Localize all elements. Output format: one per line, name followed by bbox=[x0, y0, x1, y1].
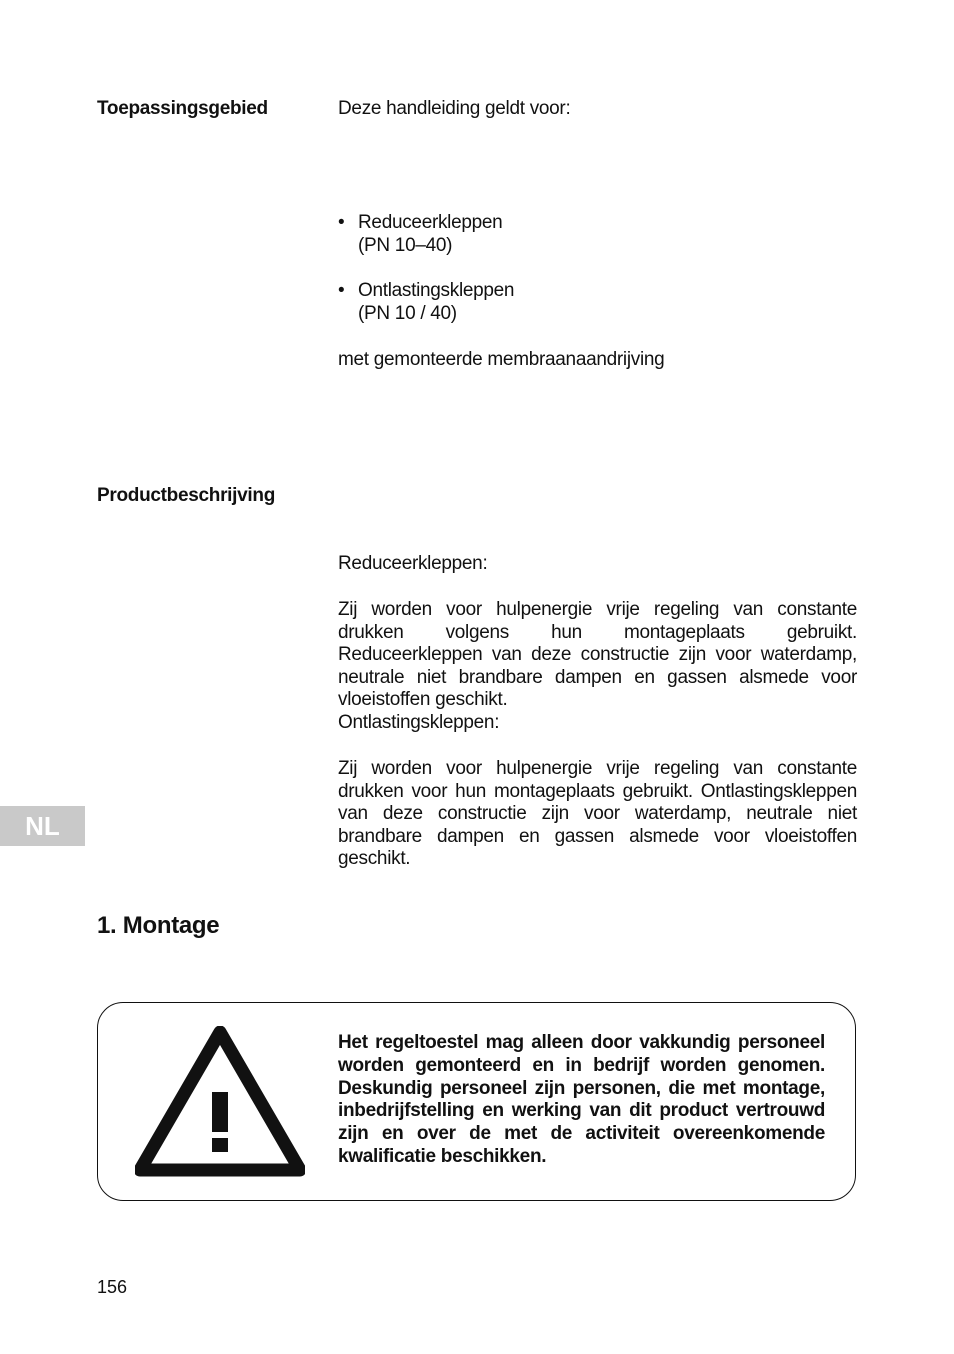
list-item-name: Ontlastingskleppen bbox=[358, 280, 515, 301]
list-item bbox=[338, 280, 514, 325]
description-text-relief: Zij worden voor hulpenergie vrije regeling van constante drukken voor hun montageplaats gebruikt. Ontlastingskleppen van deze constructie zijn voor waterdamp, neutrale niet brandbare dampen en gassen alsmede voor vloeistoffen geschikt. bbox=[338, 758, 857, 870]
description-heading: Productbeschrijving bbox=[97, 485, 276, 506]
description-subtitle-reducer: Reduceerkleppen: bbox=[338, 553, 488, 574]
bullet-icon: • bbox=[338, 212, 345, 233]
description-text-reducer: Zij worden voor hulpenergie vrije regeling van constante drukken volgens hun montageplaats gebruikt. Reduceerkleppen van deze constructie zijn voor waterdamp, neutrale niet brandbare dampen en gassen alsmede voor vloeistoffen geschikt. bbox=[338, 599, 857, 711]
scope-heading: Toepassingsgebied bbox=[97, 98, 268, 119]
list-item-spec: (PN 10 / 40) bbox=[358, 302, 457, 324]
warning-triangle-icon bbox=[135, 1026, 305, 1178]
list-item-name: Reduceerkleppen bbox=[358, 212, 503, 233]
section-title: 1. Montage bbox=[97, 912, 220, 939]
page-number: 156 bbox=[97, 1277, 128, 1297]
language-tab: NL bbox=[0, 806, 85, 846]
bullet-icon: • bbox=[338, 280, 345, 301]
scope-note: met gemonteerde membraanaandrijving bbox=[338, 349, 665, 370]
list-item-spec: (PN 10–40) bbox=[358, 234, 453, 256]
scope-intro: Deze handleiding geldt voor: bbox=[338, 98, 571, 119]
warning-text: Het regeltoestel mag alleen door vakkundig personeel worden gemonteerd en in bedrijf worden genomen. Deskundig personeel zijn personen, die met montage, inbedrijfstelling en werking van dit product vertrouwd zijn en over de met de activiteit overeenkomende kwalificatie beschikken. bbox=[338, 1032, 825, 1167]
description-subtitle-relief: Ontlastingskleppen: bbox=[338, 712, 500, 733]
list-item bbox=[338, 212, 502, 257]
